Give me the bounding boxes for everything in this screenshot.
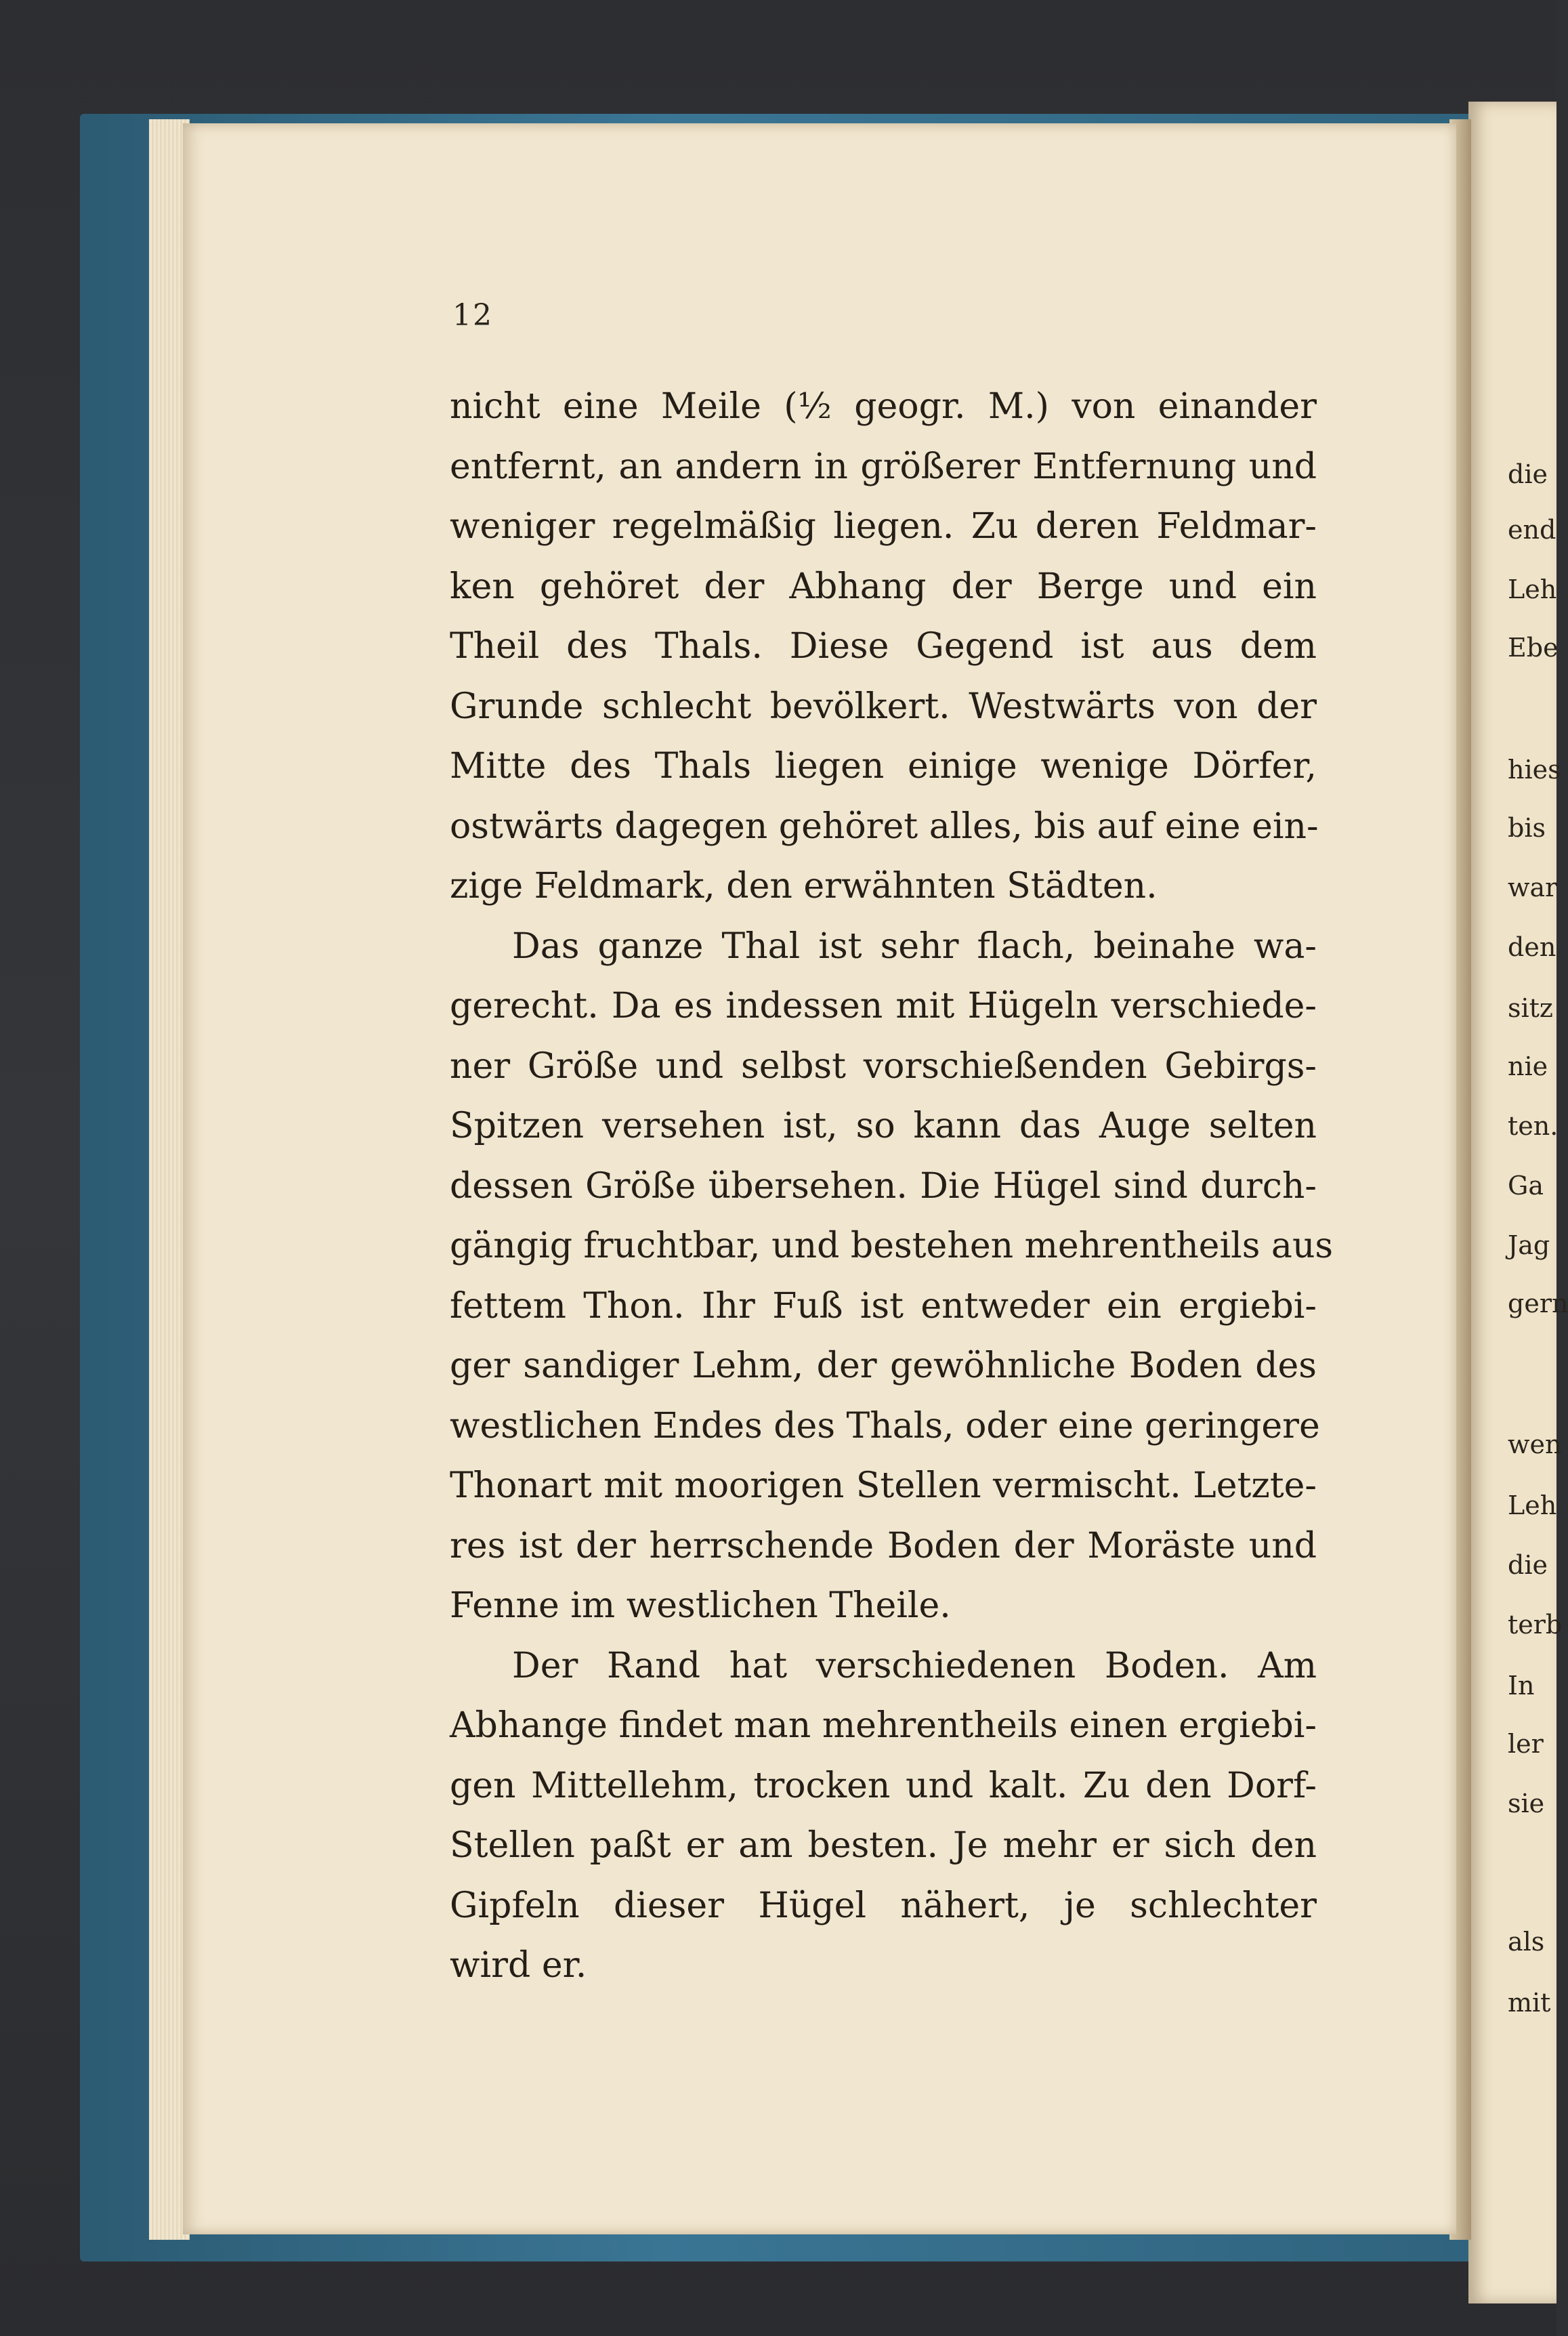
text-line: gerecht. Da es indessen mit Hügeln verschiede- <box>450 986 1317 1026</box>
text-line: Fenne im westlichen Theile. <box>450 1585 951 1626</box>
facing-page-fragment: Leh <box>1508 1490 1557 1520</box>
text-line: Spitzen versehen ist, so kann das Auge selten <box>450 1106 1317 1146</box>
facing-page-fragment: Leh <box>1508 575 1557 604</box>
facing-page-fragment: wen <box>1508 1430 1562 1459</box>
facing-page-fragment: ler <box>1508 1729 1544 1759</box>
facing-page-fragment: sitz <box>1508 993 1553 1023</box>
facing-page-fragment: Ga <box>1508 1171 1544 1201</box>
facing-page-fragment: den <box>1508 932 1556 962</box>
text-line: Gipfeln dieser Hügel nähert, je schlechter <box>450 1885 1317 1926</box>
facing-page-fragment: gern <box>1508 1289 1568 1318</box>
facing-page-fragment: die <box>1508 1550 1548 1580</box>
text-line: weniger regelmäßig liegen. Zu deren Feldmar- <box>450 506 1317 547</box>
body-text <box>450 377 1334 1996</box>
facing-page-fragment: terb <box>1508 1610 1563 1640</box>
facing-page-fragment: In <box>1508 1671 1535 1701</box>
text-line: Stellen paßt er am besten. Je mehr er sich den <box>450 1825 1317 1866</box>
text-line: ostwärts dagegen gehöret alles, bis auf eine ein- <box>450 806 1319 847</box>
text-line: entfernt, an andern in größerer Entfernung und <box>450 446 1317 487</box>
text-line: ken gehöret der Abhang der Berge und ein <box>450 566 1317 607</box>
text-line: gen Mittellehm, trocken und kalt. Zu den Dorf- <box>450 1765 1317 1806</box>
text-line: Mitte des Thals liegen einige wenige Dörfer, <box>450 746 1317 787</box>
text-line: ner Größe und selbst vorschießenden Gebirgs- <box>450 1045 1317 1087</box>
facing-page <box>1468 102 1559 2303</box>
text-line: res ist der herrschende Boden der Moräste und <box>450 1525 1317 1566</box>
text-line: Theil des Thals. Diese Gegend ist aus dem <box>450 626 1317 667</box>
text-line: zige Feldmark, den erwähnten Städten. <box>450 866 1158 906</box>
text-line: wird er. <box>450 1945 587 1986</box>
facing-page-fragment: Ebe <box>1508 633 1559 663</box>
facing-page-fragment: end <box>1508 515 1556 545</box>
facing-page-fragment: hies <box>1508 755 1561 785</box>
text-line: ger sandiger Lehm, der gewöhnliche Boden des <box>450 1346 1317 1386</box>
facing-page-fragment: Jag <box>1508 1230 1550 1260</box>
text-line: gängig fruchtbar, und bestehen mehrentheils aus <box>450 1226 1334 1266</box>
facing-page-fragment: sie <box>1508 1789 1545 1818</box>
text-line: dessen Größe übersehen. Die Hügel sind durch- <box>450 1165 1317 1207</box>
facing-page-fragment: als <box>1508 1927 1545 1957</box>
text-line: Grunde schlecht bevölkert. Westwärts von der <box>450 686 1317 727</box>
text-line: Das ganze Thal ist sehr flach, beinahe wa- <box>512 925 1317 967</box>
page-number: 12 <box>452 298 493 333</box>
facing-page-fragment: mit <box>1508 1988 1551 2018</box>
facing-page-fragment: die <box>1508 459 1548 489</box>
facing-page-fragment: bis <box>1508 813 1546 843</box>
text-line: Thonart mit moorigen Stellen vermischt. Letzte- <box>450 1465 1317 1506</box>
text-line: nicht eine Meile (½ geogr. M.) von einander <box>450 386 1317 427</box>
facing-page-fragment: war <box>1508 873 1558 902</box>
text-line: westlichen Endes des Thals, oder eine geringere <box>450 1405 1320 1446</box>
facing-page-fragment: ten. <box>1508 1111 1559 1141</box>
text-line: Der Rand hat verschiedenen Boden. Am <box>512 1645 1317 1686</box>
text-line: Abhange findet man mehrentheils einen ergiebi- <box>450 1705 1317 1746</box>
text-line: fettem Thon. Ihr Fuß ist entweder ein ergiebi- <box>450 1285 1317 1327</box>
facing-page-fragment: nie <box>1508 1051 1548 1081</box>
